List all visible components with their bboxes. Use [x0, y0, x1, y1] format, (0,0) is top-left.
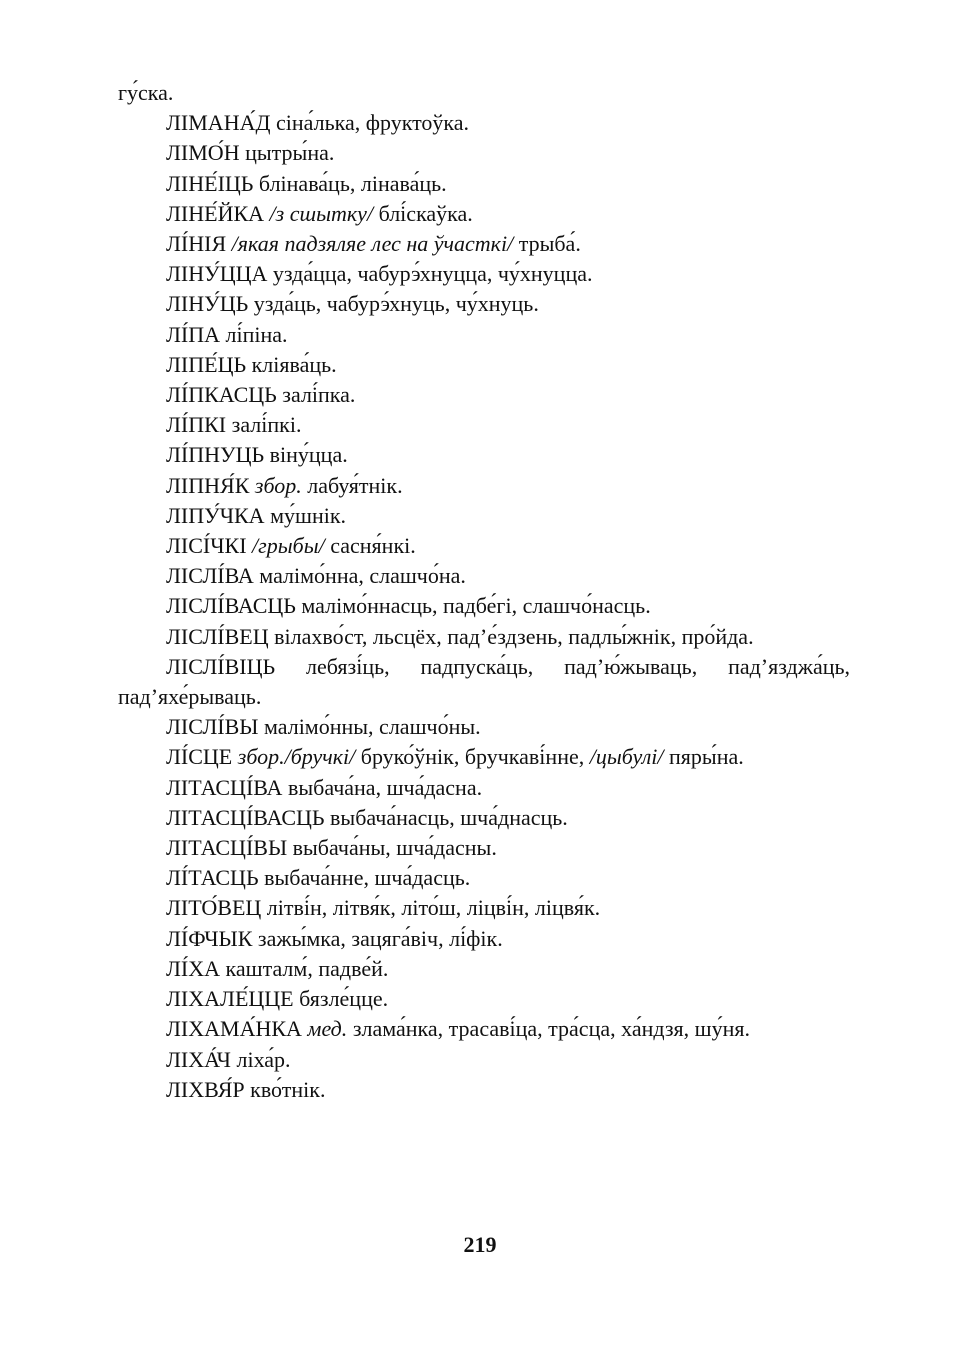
entry-label: /цыбулі/: [589, 744, 664, 770]
continuation-text: гу́ска.: [118, 80, 174, 105]
entry-headword: ЛІНЕ́ЙКА: [166, 200, 265, 226]
dictionary-entry: [118, 531, 850, 561]
entry-headword: ЛІХА́Ч: [166, 1046, 231, 1072]
entry-headword: ЛІСЛІ́ВІЦЬ: [166, 653, 276, 679]
dictionary-page: [118, 78, 850, 1105]
entry-headword: ЛІТО́ВЕЦ: [166, 895, 262, 921]
entry-gloss: сасня́нкі.: [330, 533, 416, 559]
entry-headword: ЛІНЕ́ІЦЬ: [166, 170, 254, 196]
dictionary-entry: [118, 259, 850, 289]
entry-headword: ЛІ́ТАСЦЬ: [166, 865, 259, 891]
entry-gloss: лебязі́ць, падпуска́ць, пад’ю́жываць, пад’язджа́ць, пад’яхе́рываць.: [118, 653, 851, 710]
entry-headword: ЛІМО́Н: [166, 140, 240, 166]
page-number: 219: [463, 1232, 497, 1257]
entry-gloss: кліява́ць.: [251, 351, 337, 377]
entry-headword: ЛІТАСЦІ́ВАСЦЬ: [166, 804, 325, 830]
entry-headword: ЛІПЕ́ЦЬ: [166, 351, 247, 377]
dictionary-entry: [118, 591, 850, 621]
entry-headword: ЛІ́ПНУЦЬ: [166, 442, 265, 468]
entry-gloss: ліха́р.: [236, 1046, 291, 1072]
entry-headword: ЛІ́СЦЕ: [166, 744, 233, 770]
entry-headword: ЛІ́ПКАСЦЬ: [166, 382, 277, 408]
entry-headword: ЛІХВЯ́Р: [166, 1076, 245, 1102]
entry-label: мед.: [307, 1016, 348, 1042]
entry-gloss: узда́ць, чабурэ́хнуць, чу́хнуць.: [253, 291, 539, 317]
dictionary-entry: [118, 350, 850, 380]
dictionary-entry: [118, 622, 850, 652]
entry-label: збор.: [254, 472, 302, 498]
entry-gloss: лі́піна.: [225, 321, 288, 347]
entry-list: [118, 108, 850, 1105]
entry-gloss: залі́пка.: [282, 382, 356, 408]
entry-gloss-tail: пяры́на.: [669, 744, 744, 770]
entry-gloss: бруко́ўнік, бручкаві́нне,: [360, 744, 585, 770]
entry-headword: ЛІ́ФЧЫК: [166, 925, 253, 951]
dictionary-entry: [118, 652, 850, 712]
dictionary-entry: [118, 1075, 850, 1105]
dictionary-entry: [118, 712, 850, 742]
entry-gloss: малімо́нны, слашчо́ны.: [263, 714, 481, 740]
dictionary-entry: [118, 954, 850, 984]
entry-headword: ЛІПНЯ́К: [166, 472, 250, 498]
entry-gloss: блінава́ць, лінава́ць.: [258, 170, 447, 196]
dictionary-entry: [118, 138, 850, 168]
dictionary-entry: [118, 108, 850, 138]
entry-gloss: залі́пкі.: [231, 412, 302, 438]
dictionary-entry: [118, 863, 850, 893]
entry-headword: ЛІСІ́ЧКІ: [166, 533, 247, 559]
dictionary-entry: [118, 199, 850, 229]
dictionary-entry: [118, 742, 850, 772]
dictionary-entry: [118, 380, 850, 410]
dictionary-entry: [118, 410, 850, 440]
entry-headword: ЛІСЛІ́ВЕЦ: [166, 623, 269, 649]
entry-headword: ЛІХАМА́НКА: [166, 1016, 302, 1042]
entry-gloss: малімо́ннасць, падбе́гі, слашчо́насць.: [301, 593, 651, 619]
dictionary-entry: [118, 1045, 850, 1075]
entry-gloss: трыба́.: [518, 231, 581, 257]
entry-headword: ЛІМАНА́Д: [166, 110, 271, 136]
dictionary-entry: [118, 984, 850, 1014]
entry-headword: ЛІ́ПА: [166, 321, 221, 347]
entry-label: /з сшытку/: [269, 200, 374, 226]
entry-headword: ЛІ́ХА: [166, 955, 221, 981]
entry-label: /грыбы/: [252, 533, 325, 559]
entry-gloss: літві́н, літвя́к, літо́ш, ліцві́н, ліцвя́к.: [266, 895, 601, 921]
entry-gloss: выбача́нне, шча́дасць.: [264, 865, 471, 891]
dictionary-entry: [118, 773, 850, 803]
entry-headword: ЛІПУ́ЧКА: [166, 502, 265, 528]
entry-gloss: блі́скаўка.: [378, 200, 473, 226]
dictionary-entry: [118, 893, 850, 923]
entry-gloss: зажы́мка, зацяга́віч, лі́фік.: [257, 925, 503, 951]
dictionary-entry: [118, 440, 850, 470]
dictionary-entry: [118, 289, 850, 319]
entry-gloss: сіна́лька, фруктоўка.: [275, 110, 470, 136]
entry-gloss: злама́нка, трасаві́ца, тра́сца, ха́ндзя, шу́ня.: [352, 1016, 750, 1042]
dictionary-entry: [118, 169, 850, 199]
entry-gloss: узда́цца, чабурэ́хнуцца, чу́хнуцца.: [272, 261, 593, 287]
entry-gloss: цытры́на.: [245, 140, 335, 166]
entry-headword: ЛІСЛІ́ВАСЦЬ: [166, 593, 296, 619]
dictionary-entry: [118, 803, 850, 833]
entry-gloss: выбача́ны, шча́дасны.: [292, 835, 497, 861]
dictionary-entry: [118, 561, 850, 591]
entry-headword: ЛІНУ́ЦЦА: [166, 261, 268, 287]
entry-gloss: малімо́нна, слашчо́на.: [259, 563, 466, 589]
entry-headword: ЛІНУ́ЦЬ: [166, 291, 249, 317]
entry-gloss: кво́тнік.: [250, 1076, 326, 1102]
entry-gloss: вілахво́ст, льсцёх, пад’е́здзень, падлы́жнік, про́йда.: [274, 623, 754, 649]
entry-gloss: выбача́насць, шча́днасць.: [330, 804, 568, 830]
entry-headword: ЛІХАЛЕ́ЦЦЕ: [166, 986, 294, 1012]
entry-headword: ЛІ́ПКІ: [166, 412, 227, 438]
dictionary-entry: [118, 471, 850, 501]
entry-gloss: выбача́на, шча́дасна.: [287, 774, 483, 800]
dictionary-entry: [118, 229, 850, 259]
dictionary-entry: [118, 924, 850, 954]
entry-gloss: му́шнік.: [270, 502, 347, 528]
entry-headword: ЛІ́НІЯ: [166, 231, 227, 257]
entry-headword: ЛІТАСЦІ́ВЫ: [166, 835, 288, 861]
dictionary-entry: [118, 501, 850, 531]
dictionary-entry: [118, 1014, 850, 1044]
entry-gloss: кашталм́, падве́й.: [225, 955, 389, 981]
entry-headword: ЛІСЛІ́ВЫ: [166, 714, 259, 740]
entry-label: збор./бручкі/: [237, 744, 356, 770]
entry-label: /якая падзяляе лес на ўчасткі/: [231, 231, 514, 257]
dictionary-entry: [118, 320, 850, 350]
entry-gloss: бязле́цце.: [299, 986, 389, 1012]
entry-gloss: віну́цца.: [269, 442, 348, 468]
entry-headword: ЛІТАСЦІ́ВА: [166, 774, 283, 800]
entry-headword: ЛІСЛІ́ВА: [166, 563, 254, 589]
entry-gloss: лабуя́тнік.: [307, 472, 403, 498]
dictionary-entry: [118, 833, 850, 863]
